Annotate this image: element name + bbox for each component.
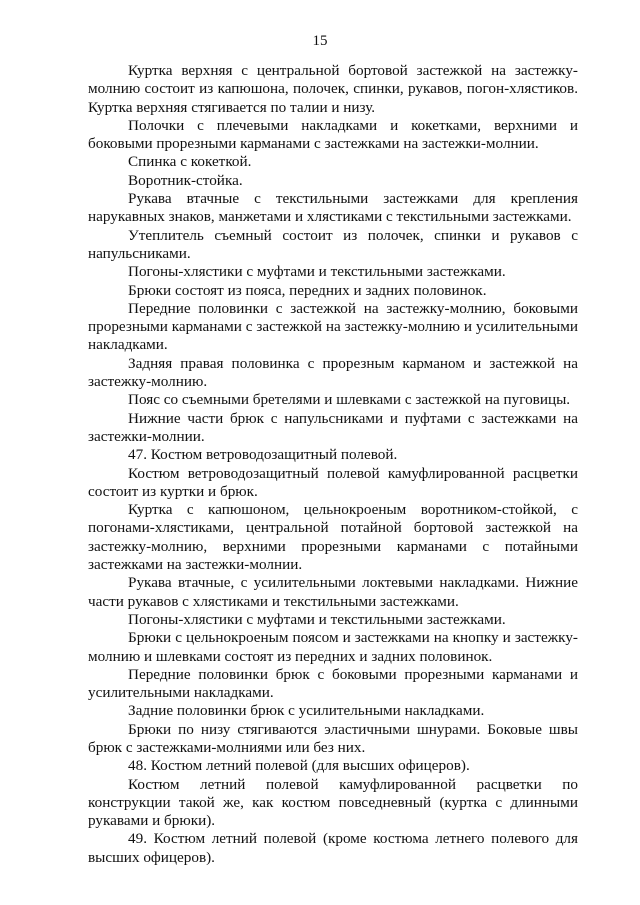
document-body	[88, 62, 578, 867]
section-heading-49: 49. Костюм летний полевой (кроме костюма летнего полевого для высших офицеров).	[88, 830, 578, 866]
paragraph: Костюм летний полевой камуфлированной расцветки по конструкции такой же, как костюм повседневный (куртка с длинными рукавами и брюки).	[88, 775, 578, 830]
paragraph: Костюм ветроводозащитный полевой камуфлированной расцветки состоит из куртки и брюк.	[88, 464, 578, 500]
section-heading-47: 47. Костюм ветроводозащитный полевой.	[128, 446, 398, 464]
paragraph: Воротник-стойка.	[128, 171, 243, 189]
paragraph: Брюки состоят из пояса, передних и задних половинок.	[128, 281, 487, 299]
paragraph: Утеплитель съемный состоит из полочек, спинки и рукавов с напульсниками.	[88, 226, 578, 262]
paragraph: Передние половинки брюк с боковыми прорезными карманами и усилительными накладками.	[88, 665, 578, 702]
page-number: 15	[312, 33, 328, 49]
paragraph: Куртка с капюшоном, цельнокроеным воротником-стойкой, с погонами-хлястиками, центральной потайной бортовой застежкой на застежку-молнию, верхними прорезными карманами с потайными застежками на застежки-молнии.	[88, 501, 578, 574]
paragraph: Полочки с плечевыми накладками и кокетками, верхними и боковыми прорезными карманами с застежками на застежки-молнии.	[88, 116, 578, 153]
paragraph: Брюки по низу стягиваются эластичными шнурами. Боковые швы брюк с застежками-молниями или без них.	[88, 720, 578, 756]
paragraph: Пояс со съемными бретелями и шлевками с застежкой на пуговицы.	[128, 391, 571, 409]
paragraph: Задняя правая половинка с прорезным карманом и застежкой на застежку-молнию.	[88, 354, 578, 391]
paragraph: Рукава втачные, с усилительными локтевыми накладками. Нижние части рукавов с хлястиками и текстильными застежками.	[88, 574, 578, 610]
paragraph: Куртка верхняя с центральной бортовой застежкой на застежку-молнию состоит из капюшона, полочек, спинки, рукавов, погон-хлястиков. Куртка верхняя стягивается по талии и низу.	[88, 62, 578, 116]
paragraph: Нижние части брюк с напульсниками и пуфтами с застежками на застежки-молнии.	[88, 409, 578, 445]
paragraph: Погоны-хлястики с муфтами и текстильными застежками.	[128, 610, 506, 628]
paragraph: Задние половинки брюк с усилительными накладками.	[128, 702, 485, 720]
paragraph: Рукава втачные с текстильными застежками для крепления нарукавных знаков, манжетами и хлястиками с текстильными застежками.	[88, 190, 578, 226]
paragraph: Погоны-хлястики с муфтами и текстильными застежками.	[128, 263, 506, 281]
paragraph: Спинка с кокеткой.	[128, 153, 252, 171]
section-heading-48: 48. Костюм летний полевой (для высших офицеров).	[128, 757, 470, 775]
paragraph: Брюки с цельнокроеным поясом и застежками на кнопку и застежку-молнию и шлевками состоят из передних и задних половинок.	[88, 629, 578, 665]
paragraph: Передние половинки с застежкой на застежку-молнию, боковыми прорезными карманами с застежкой на застежку-молнию и усилительными накладками.	[88, 299, 578, 354]
